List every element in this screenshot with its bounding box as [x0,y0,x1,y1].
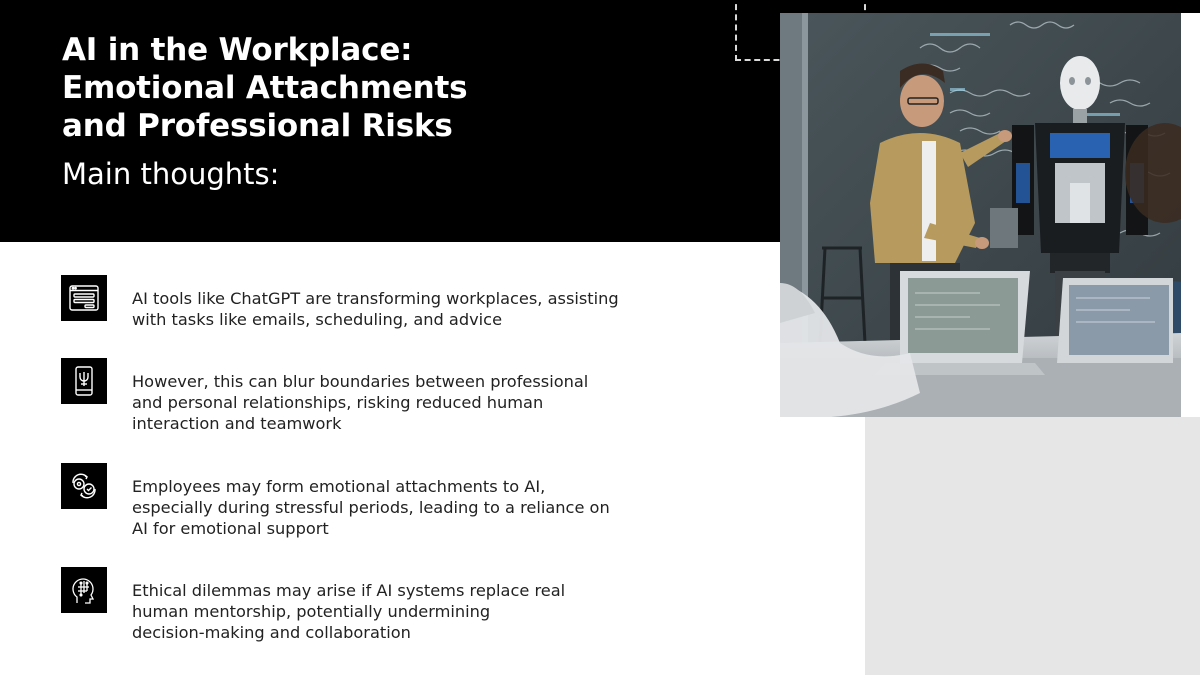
classroom-robot-photo [780,13,1181,417]
bullet-line: decision-making and collaboration [132,623,411,642]
slide-title [62,31,662,145]
web-form-icon [61,275,107,321]
bullet-line: However, this can blur boundaries between professional [132,372,589,391]
mobile-psychology-icon [61,358,107,404]
bullet-line: human mentorship, potentially undermining [132,602,491,621]
bullet-line: especially during stressful periods, leading to a reliance on [132,498,610,517]
bullet-line: with tasks like emails, scheduling, and advice [132,310,503,329]
title-line: Emotional Attachments [62,70,468,106]
bullet-line: AI for emotional support [132,519,329,538]
bullet-text [132,288,672,330]
title-line: and Professional Risks [62,108,453,144]
bullet-line: AI tools like ChatGPT are transforming workplaces, assisting [132,289,619,308]
bullet-text [132,371,672,434]
slide-subtitle: Main thoughts: [62,157,280,191]
title-line: AI in the Workplace: [62,32,413,68]
bullet-text [132,580,672,643]
bullet-line: interaction and teamwork [132,414,342,433]
bullet-line: Ethical dilemmas may arise if AI systems replace real [132,581,566,600]
bullet-line: Employees may form emotional attachments to AI, [132,477,546,496]
brain-gears-icon [61,463,107,509]
bullet-text [132,476,672,539]
decorative-gray-panel [865,417,1200,675]
ai-head-icon [61,567,107,613]
bullet-line: and personal relationships, risking reduced human [132,393,544,412]
